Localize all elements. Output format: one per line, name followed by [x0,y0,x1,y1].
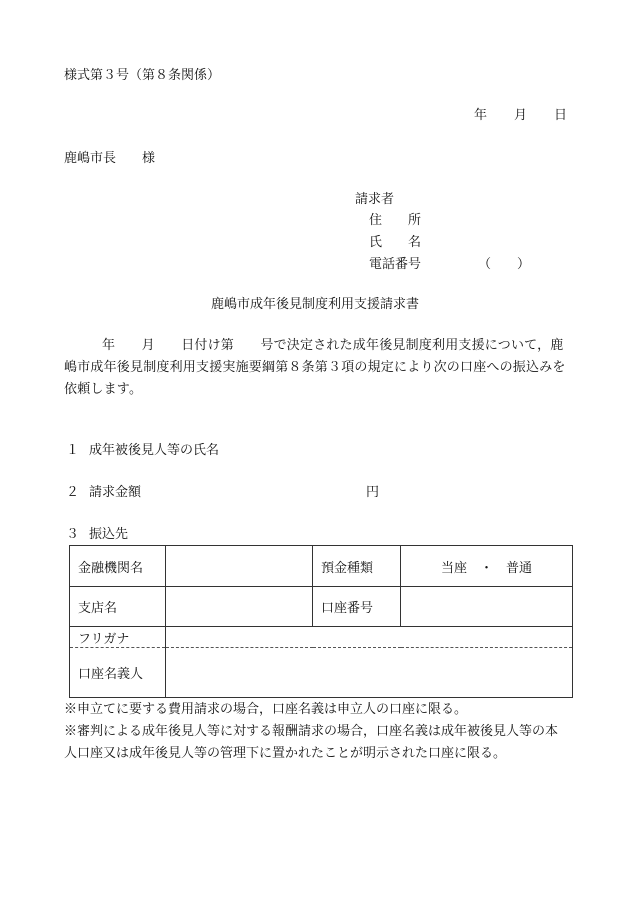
account-number-field[interactable] [401,587,573,627]
deposit-type-options[interactable]: 当座 ・ 普通 [401,546,573,587]
note-2-line-2: 人口座又は成年後見人等の管理下に置かれたことが明示された口座に限る。 [64,746,507,761]
table-row [70,587,573,627]
item-2-unit: 円 [366,485,380,500]
addressee-name: 鹿嶋市長 [64,151,117,166]
requester-name-label: 氏 名 [369,235,422,250]
table-row [70,648,573,698]
bank-name-field[interactable] [166,546,313,587]
branch-label: 支店名 [70,587,166,627]
item-1-label: 成年被後見人等の氏名 [89,443,220,458]
body-line-2: 嶋市成年後見制度利用支援実施要綱第８条第３項の規定により次の口座への振込みを [64,360,566,375]
bank-name-label: 金融機関名 [70,546,166,587]
date-month-label: 月 [514,108,528,123]
requester-heading: 請求者 [355,192,395,207]
item-3-label: 振込先 [89,527,129,542]
deposit-type-label: 預金種類 [313,546,401,587]
document-title: 鹿嶋市成年後見制度利用支援請求書 [210,297,419,312]
date-year-label: 年 [474,108,488,123]
account-holder-label: 口座名義人 [70,648,166,698]
item-2-number: ２ [66,485,80,500]
item-2-label: 請求金額 [89,485,142,500]
item-1-number: １ [66,443,80,458]
transfer-table [69,545,573,698]
account-number-label: 口座番号 [313,587,401,627]
date-day-label: 日 [554,108,568,123]
note-2-line-1: ※審判による成年後見人等に対する報酬請求の場合，口座名義は成年被後見人等の本 [64,724,559,739]
account-holder-field[interactable] [166,648,573,698]
branch-field[interactable] [166,587,313,627]
addressee-honorific: 様 [142,151,156,166]
body-line-3: 依頼します。 [64,382,143,397]
item-3-number: ３ [66,527,80,542]
requester-phone-paren: （ ） [478,257,531,272]
requester-address-label: 住 所 [369,213,422,228]
furigana-label: フリガナ [70,627,166,648]
table-row [70,627,573,648]
requester-phone-label: 電話番号 [369,257,422,272]
body-line-1: 年 月 日付け第 号で決定された成年後見制度利用支援について，鹿 [102,338,564,353]
table-row [70,546,573,587]
form-number: 様式第３号（第８条関係） [64,68,221,83]
note-1: ※申立てに要する費用請求の場合，口座名義は申立人の口座に限る。 [64,702,468,717]
furigana-field[interactable] [166,627,573,648]
